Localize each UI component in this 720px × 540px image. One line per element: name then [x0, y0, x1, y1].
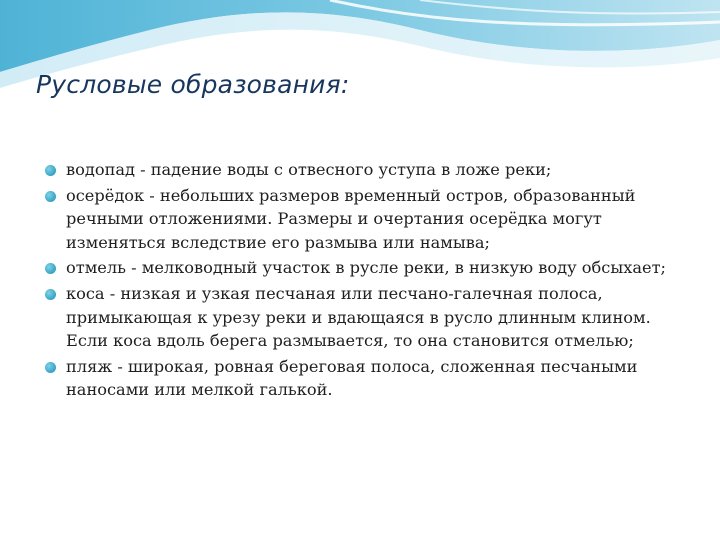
list-item — [40, 184, 670, 255]
list-item-text: коса - низкая и узкая песчаная или песчано-галечная полоса, примыкающая к урезу реки и вдающаяся в русло длинным клином. Если коса вдоль берега размывается, то она становится отмелью; — [66, 283, 651, 351]
list-item-text: отмель - мелководный участок в русле реки, в низкую воду обсыхает; — [66, 258, 666, 278]
list-item-text: водопад - падение воды с отвесного уступа в ложе реки; — [66, 160, 552, 179]
list-item-text: осерёдок - небольших размеров временный остров, образованный речными отложениями. Размеры и очертания осерёдка могут изменяться вследствие его размыва или намыва; — [66, 185, 636, 252]
list-item — [40, 282, 670, 353]
list-item-text: пляж - широкая, ровная береговая полоса, сложенная песчаными наносами или мелкой галькой. — [66, 356, 638, 400]
bullet-icon — [45, 263, 56, 274]
slide-title: Русловые образования: — [36, 70, 350, 99]
definition-list — [40, 158, 670, 404]
list-item — [40, 256, 670, 280]
list-item — [40, 158, 670, 182]
bullet-icon — [45, 191, 56, 202]
list-item — [40, 355, 670, 402]
bullet-icon — [45, 362, 56, 373]
bullet-icon — [45, 165, 56, 176]
bullet-icon — [45, 289, 56, 300]
